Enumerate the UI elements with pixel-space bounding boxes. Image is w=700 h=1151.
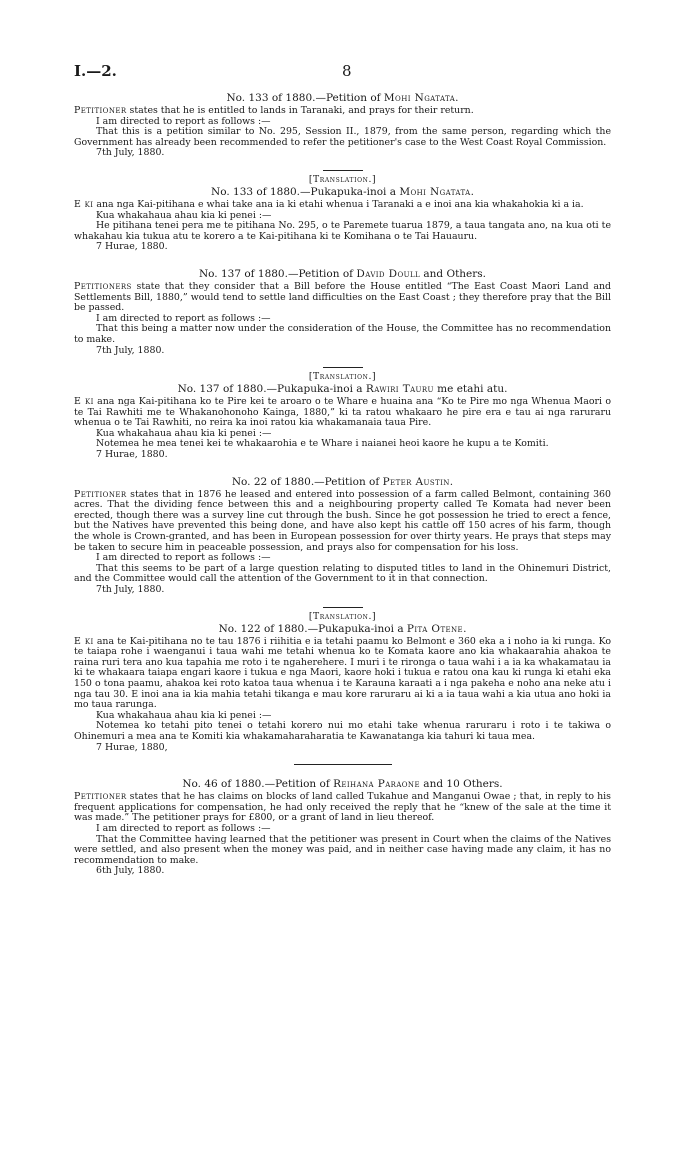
petition-133-english [74, 92, 611, 159]
petition-heading: No. 137 of 1880.—Petition of David Doull and Others. [198, 267, 487, 280]
report-intro: I am directed to report as follows :— [96, 115, 271, 127]
report-date: 7 Hurae, 1880, [96, 741, 168, 753]
petitioner-name: Reihana Paraone [333, 778, 420, 791]
parliamentary-paper-ref: I.—2. [74, 62, 117, 80]
petition-heading: No. 46 of 1880.—Petition of Reihana Paraone and 10 Others. [182, 778, 503, 791]
petition-heading: No. 137 of 1880.—Pukapuka-inoi a Rawiri Tauru me etahi atu. [177, 383, 508, 396]
petition-summary: Petitioner states that in 1876 he leased and entered into possession of a farm called Belmont, containing 360 acres. That the dividing fence between this and a neighbouring property called Te Komata had never been erected, though there was a survey line cut through the bush. Since he got possession he tried to erect a fence, but the Natives have prevented this being done, and have also kept his cattle off 150 acres of his farm, though the whole is Crown-granted, and has been in European possession for over thirty years. He prays that steps may be taken to secure him in peaceable possession, and prays also for compensation for his loss. [74, 488, 611, 553]
report-intro: Kua whakahaua ahau kia ki penei :— [96, 427, 272, 439]
petition-137-translation [74, 371, 611, 461]
petitioner-name: Peter Austin [382, 475, 450, 488]
petition-heading: No. 122 of 1880.—Pukapuka-inoi a Pita Otene. [218, 622, 467, 635]
petition-137-english [74, 268, 611, 356]
report-body: That this being a matter now under the consideration of the House, the Committee has no recommendation to make. [74, 323, 611, 345]
petition-46-english [74, 778, 611, 877]
page-header [74, 62, 611, 82]
petitioner-name: Rawiri Tauru [365, 383, 434, 396]
petition-summary: Petitioner states that he has claims on blocks of land called Tukahue and Manganui Owae ; that, in reply to his frequent applications for compensation, he had only received the reply that he “knew of the sale at the time it was made.” The petitioner prays for £800, or a grant of land in lieu thereof. [74, 791, 611, 824]
section-divider [294, 764, 392, 765]
petitioner-name: David Doull [356, 267, 421, 280]
petition-summary: E ki ana nga Kai-pitihana e whai take ana ia ki etahi whenua i Taranaki a e inoi ana kia whakahokia ki a ia. [74, 198, 584, 210]
report-body: That the Committee having learned that the petitioner was present in Court when the claims of the Natives were settled, and also present when the money was paid, and in neither case having made any claim, it has no recommendation to make. [74, 833, 611, 866]
report-date: 7 Hurae, 1880. [96, 241, 168, 253]
translation-label: [Translation.] [308, 610, 377, 622]
report-body: Notemea he mea tenei kei te whakaarohia e te Whare i naianei heoi kaore he kupu a te Komiti. [96, 438, 549, 450]
petition-133-translation [74, 174, 611, 253]
section-divider [323, 170, 363, 171]
translation-label: [Translation.] [308, 173, 377, 185]
section-divider [323, 367, 363, 368]
report-intro: I am directed to report as follows :— [96, 312, 271, 324]
petitioner-name: Mohi Ngatata [399, 185, 471, 198]
report-date: 7th July, 1880. [96, 344, 165, 356]
petition-summary: Petitioner states that he is entitled to lands in Taranaki, and prays for their return. [74, 105, 474, 116]
section-divider [323, 607, 363, 608]
report-date: 7th July, 1880. [96, 147, 165, 159]
petition-heading: No. 133 of 1880.—Petition of Mohi Ngatata. [226, 92, 459, 104]
report-intro: I am directed to report as follows :— [96, 822, 271, 834]
petitioner-name: Pita Otene [406, 622, 464, 635]
report-body: That this seems to be part of a large question relating to disputed titles to land in the Ohinemuri District, and the Committee would call the attention of the Government to it in that connection. [74, 562, 611, 585]
petition-heading: No. 133 of 1880.—Pukapuka-inoi a Mohi Ngatata. [211, 185, 474, 198]
petition-heading: No. 22 of 1880.—Petition of Peter Austin. [231, 475, 454, 488]
petition-summary: E ki ana nga Kai-pitihana ko te Pire kei te aroaro o te Whare e huaina ana “Ko te Pire mo nga Whenua Maori o te Tai Rawhiti me te Whakanohonoho Kainga, 1880,” ki ta ratou whakaaro he pire era e tau ai nga raruraru whenua o te Tai Rawhiti, no reira ka inoi ratou kia whakamanaia taua Pire. [74, 396, 611, 429]
report-date: 7 Hurae, 1880. [96, 449, 168, 461]
translation-label: [Translation.] [308, 371, 377, 383]
report-intro: Kua whakahaua ahau kia ki penei :— [96, 709, 272, 721]
report-date: 6th July, 1880. [96, 865, 165, 877]
petitioner-name: Mohi Ngatata [383, 92, 456, 104]
petition-122-translation [74, 611, 611, 754]
report-body: That this is a petition similar to No. 295, Session II., 1879, from the same person, regarding which the Government has already been recommended to refer the petitioner's case to the West Coast Royal Commission. [74, 126, 611, 148]
page-number: 8 [342, 62, 352, 80]
report-intro: I am directed to report as follows :— [96, 552, 271, 564]
document-page [74, 62, 611, 877]
report-intro: Kua whakahaua ahau kia ki penei :— [96, 209, 272, 221]
petition-summary: Petitioners state that they consider that a Bill before the House entitled “The East Coast Maori Land and Settlements Bill, 1880,” would tend to settle land difficulties on the East Coast ; they therefore pray that the Bill be passed. [74, 280, 611, 314]
report-body: He pitihana tenei pera me te pitihana No. 295, o te Paremete tuarua 1879, a taua tangata ano, na kua oti te whakahau kia tukua atu te korero a te Kai-pitihana ki te Komihana o te Tai Hauauru. [74, 220, 611, 242]
petition-summary: E ki ana te Kai-pitihana no te tau 1876 i riihitia e ia tetahi paamu ko Belmont e 360 eka a i noho ia ki runga. Ko te taiapa rohe i waenganui i taua wahi me tetahi whenua ko te Komata kaore ano kia whakaarahia ahakoa te raina ruri tera ano kua tapahia me roto i te ngaherehere. I muri i te rironga o taua wahi i a ia ka whakamatau ia ki te whakaara taiapa engari kaore i tukua e nga Maori, kaore hoki i tukua e ratou ona kau ki runga ki etahi eka 150 o tona paamu, ahakoa kei roto katoa taua whenua i te Karauna karaati a i nga pakeha e noho ana neke atu i nga tau 30. E inoi ana ia kia mahia tetahi tikanga e mau kore raruraru ai ki a ia taua wahi a kia utua ano hoki ia mo taua rarunga. [74, 635, 611, 711]
petition-22-english [74, 476, 611, 596]
report-date: 7th July, 1880. [96, 584, 165, 595]
report-body: Notemea ko tetahi pito tenei o tetahi korero nui mo etahi take whenua raruraru i roto i te takiwa o Ohinemuri a mea ana te Komiti kia whakamaharaharatia te Kawanatanga kia tahuri ki taua mea. [74, 720, 611, 742]
